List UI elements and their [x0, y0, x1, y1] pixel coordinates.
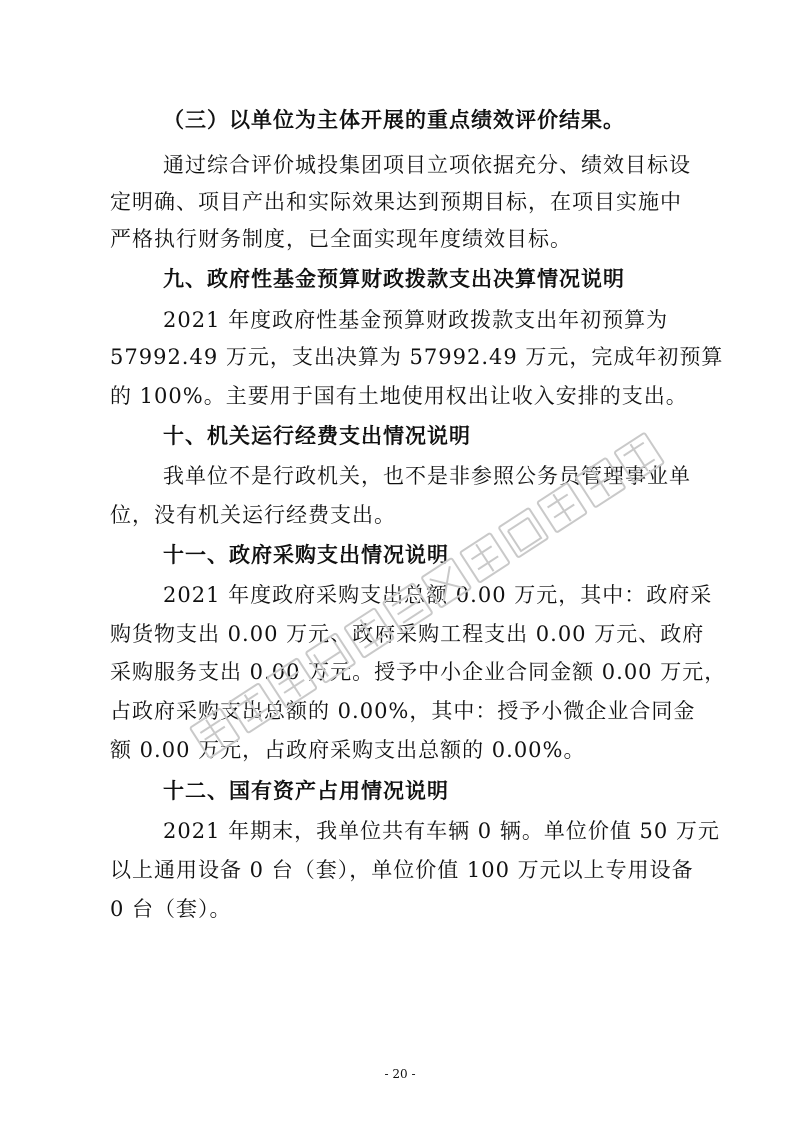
paragraph-line: 位，没有机关运行经费支出。: [110, 503, 396, 527]
paragraph-line: 采购服务支出 0.00 万元。授予中小企业合同金额 0.00 万元，: [110, 660, 727, 684]
paragraph-line: 2021 年期末，我单位共有车辆 0 辆。单位价值 50 万元: [163, 819, 720, 843]
section-heading: 十二、国有资产占用情况说明: [163, 778, 449, 803]
paragraph-line: 以上通用设备 0 台（套），单位价值 100 万元以上专用设备: [110, 858, 694, 882]
paragraph-line: 购货物支出 0.00 万元、政府采购工程支出 0.00 万元、政府: [110, 622, 705, 646]
paragraph-line: 0 台（套）。: [110, 897, 232, 921]
page-number: - 20 -: [384, 1067, 416, 1081]
section-heading: 十一、政府采购支出情况说明: [163, 542, 449, 567]
paragraph-line: 通过综合评价城投集团项目立项依据充分、绩效目标设: [163, 153, 691, 177]
paragraph-line: 2021 年度政府性基金预算财政拨款支出年初预算为: [163, 308, 669, 332]
paragraph-line: 我单位不是行政机关，也不是非参照公务员管理事业单: [163, 464, 691, 488]
paragraph-line: 57992.49 万元，支出决算为 57992.49 万元，完成年初预算: [110, 345, 724, 369]
section-heading: 九、政府性基金预算财政拨款支出决算情况说明: [163, 266, 625, 291]
paragraph-line: 占政府采购支出总额的 0.00%，其中：授予小微企业合同金: [110, 699, 696, 723]
section-heading: 十、机关运行经费支出情况说明: [163, 423, 471, 448]
paragraph-line: 2021 年度政府采购支出总额 0.00 万元，其中：政府采: [163, 583, 713, 607]
paragraph-line: 定明确、项目产出和实际效果达到预期目标，在项目实施中: [110, 190, 682, 214]
paragraph-line: 额 0.00 万元，占政府采购支出总额的 0.00%。: [110, 738, 586, 762]
paragraph-line: 的 100%。主要用于国有土地使用权出让收入安排的支出。: [110, 384, 688, 408]
section-heading: （三）以单位为主体开展的重点绩效评价结果。: [163, 107, 625, 132]
paragraph-line: 严格执行财务制度，已全面实现年度绩效目标。: [110, 227, 572, 251]
